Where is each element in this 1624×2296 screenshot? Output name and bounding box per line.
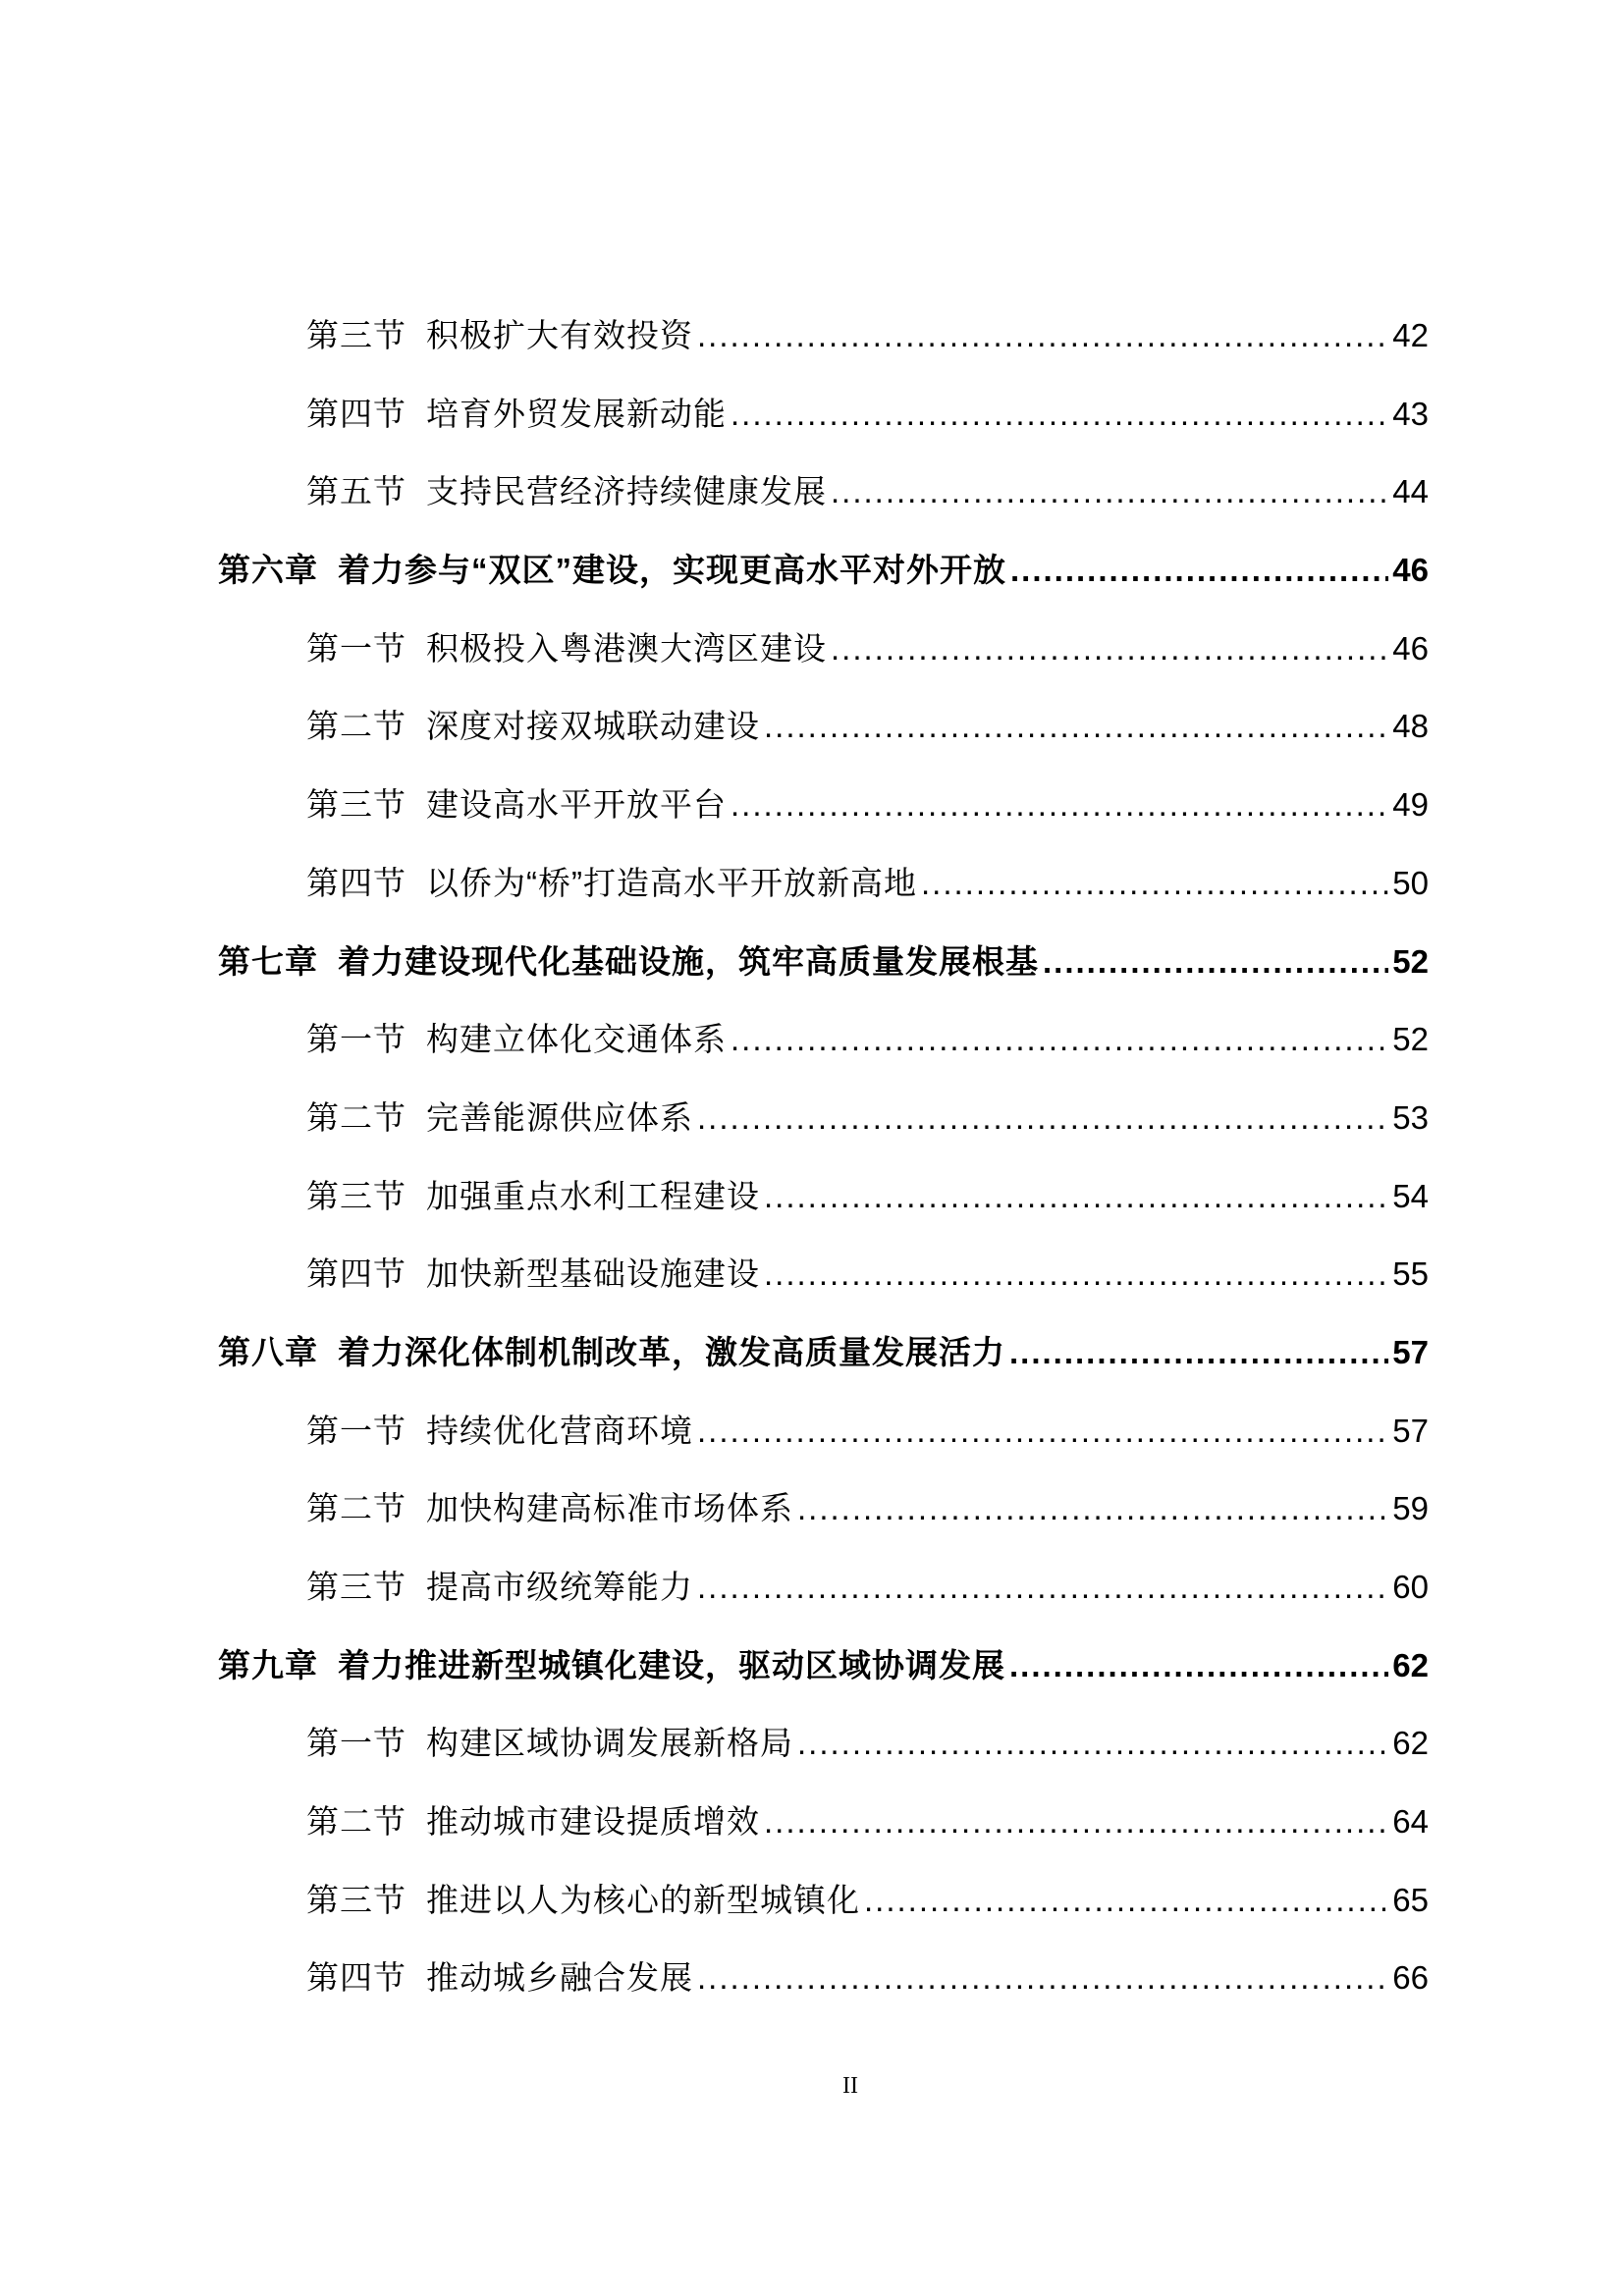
toc-section-entry[interactable] xyxy=(218,1783,1429,1861)
toc-entry-title: 推动城市建设提质增效 xyxy=(426,1803,760,1841)
toc-chapter-entry[interactable] xyxy=(218,531,1429,610)
toc-entry-label xyxy=(306,766,727,844)
toc-entry-title: 持续优化营商环境 xyxy=(426,1412,693,1449)
toc-entry-page: 50 xyxy=(1392,864,1429,901)
dot-leader xyxy=(1043,923,1388,1001)
toc-entry-label xyxy=(306,1235,760,1313)
toc-section-entry[interactable] xyxy=(218,766,1429,844)
toc-entry-title: 支持民营经济持续健康发展 xyxy=(426,473,827,510)
toc-entry-number: 第三节 xyxy=(306,1569,406,1605)
toc-entry-label xyxy=(218,923,1039,1001)
toc-entry-page: 60 xyxy=(1392,1569,1429,1605)
toc-entry-title: 以侨为“桥”打造高水平开放新高地 xyxy=(426,864,917,901)
toc-entry-number: 第二节 xyxy=(306,1490,406,1527)
dot-leader xyxy=(831,453,1388,531)
dot-leader xyxy=(764,1157,1388,1236)
toc-chapter-entry[interactable] xyxy=(218,1313,1429,1392)
toc-entry-page: 57 xyxy=(1392,1333,1429,1370)
toc-entry-number: 第四节 xyxy=(306,395,406,432)
toc-entry-title: 加强重点水利工程建设 xyxy=(426,1177,760,1214)
toc-entry-title: 积极扩大有效投资 xyxy=(426,317,693,353)
toc-entry-page: 43 xyxy=(1392,395,1429,432)
dot-leader xyxy=(731,375,1388,454)
dot-leader xyxy=(697,1548,1388,1627)
toc-entry-title: 积极投入粤港澳大湾区建设 xyxy=(426,629,827,667)
toc-entry-title: 着力推进新型城镇化建设，驱动区域协调发展 xyxy=(338,1646,1005,1683)
toc-chapter-entry[interactable] xyxy=(218,923,1429,1001)
toc-entry-page: 48 xyxy=(1392,708,1429,745)
page-folio: II xyxy=(842,2073,858,2099)
toc-entry-number: 第四节 xyxy=(306,1959,406,1997)
dot-leader xyxy=(764,1783,1388,1861)
dot-leader xyxy=(697,1079,1388,1157)
toc-entry-number: 第五节 xyxy=(306,473,406,510)
toc-section-entry[interactable] xyxy=(218,1000,1429,1079)
toc-entry-number: 第四节 xyxy=(306,1255,406,1293)
toc-entry-number: 第二节 xyxy=(306,708,406,745)
toc-section-entry[interactable] xyxy=(218,687,1429,766)
toc-entry-number: 第二节 xyxy=(306,1803,406,1841)
toc-entry-label xyxy=(306,1939,693,2017)
toc-entry-label xyxy=(218,1313,1005,1392)
toc-entry-number: 第一节 xyxy=(306,1412,406,1449)
dot-leader xyxy=(921,844,1388,923)
toc-section-entry[interactable] xyxy=(218,1704,1429,1783)
toc-entry-number: 第一节 xyxy=(306,629,406,667)
toc-entry-page: 53 xyxy=(1392,1098,1429,1136)
toc-section-entry[interactable] xyxy=(218,844,1429,923)
toc-entry-label xyxy=(306,1469,793,1548)
toc-entry-page: 65 xyxy=(1392,1881,1429,1918)
toc-entry-label xyxy=(306,1392,693,1470)
dot-leader xyxy=(764,1235,1388,1313)
toc-entry-label xyxy=(306,296,693,375)
toc-section-entry[interactable] xyxy=(218,1939,1429,2017)
toc-section-entry[interactable] xyxy=(218,1079,1429,1157)
dot-leader xyxy=(731,766,1388,844)
dot-leader xyxy=(797,1704,1388,1783)
dot-leader xyxy=(831,610,1388,688)
toc-entry-page: 66 xyxy=(1392,1959,1429,1997)
toc-entry-title: 深度对接双城联动建设 xyxy=(426,708,760,745)
toc-section-entry[interactable] xyxy=(218,296,1429,375)
toc-entry-title: 着力参与“双区”建设，实现更高水平对外开放 xyxy=(338,552,1006,589)
dot-leader xyxy=(697,1392,1388,1470)
toc-entry-title: 加快构建高标准市场体系 xyxy=(426,1490,793,1527)
dot-leader xyxy=(1009,1313,1388,1392)
toc-entry-title: 着力建设现代化基础设施，筑牢高质量发展根基 xyxy=(338,942,1039,980)
dot-leader xyxy=(697,296,1388,375)
toc-entry-label xyxy=(306,1783,760,1861)
toc-entry-label xyxy=(218,1627,1005,1705)
toc-section-entry[interactable] xyxy=(218,1392,1429,1470)
toc-entry-page: 42 xyxy=(1392,317,1429,353)
toc-entry-label xyxy=(306,375,727,454)
dot-leader xyxy=(797,1469,1388,1548)
toc-entry-page: 52 xyxy=(1392,942,1429,980)
toc-entry-title: 推进以人为核心的新型城镇化 xyxy=(426,1881,860,1918)
dot-leader xyxy=(1010,531,1388,610)
toc-section-entry[interactable] xyxy=(218,1861,1429,1940)
toc-section-entry[interactable] xyxy=(218,375,1429,454)
toc-section-entry[interactable] xyxy=(218,1235,1429,1313)
toc-entry-title: 培育外贸发展新动能 xyxy=(426,395,727,432)
toc-entry-number: 第三节 xyxy=(306,317,406,353)
dot-leader xyxy=(764,687,1388,766)
toc-entry-label xyxy=(306,1548,693,1627)
toc-entry-number: 第三节 xyxy=(306,1881,406,1918)
toc-section-entry[interactable] xyxy=(218,1548,1429,1627)
toc-entry-label xyxy=(306,1157,760,1236)
toc-entry-title: 提高市级统筹能力 xyxy=(426,1569,693,1605)
toc-entry-title: 建设高水平开放平台 xyxy=(426,786,727,824)
dot-leader xyxy=(731,1000,1388,1079)
toc-entry-label xyxy=(306,1861,860,1940)
toc-entry-number: 第一节 xyxy=(306,1725,406,1762)
toc-entry-title: 加快新型基础设施建设 xyxy=(426,1255,760,1293)
toc-entry-page: 49 xyxy=(1392,786,1429,824)
toc-entry-number: 第一节 xyxy=(306,1021,406,1058)
toc-entry-page: 62 xyxy=(1392,1725,1429,1762)
toc-entry-page: 62 xyxy=(1392,1646,1429,1683)
toc-entry-number: 第三节 xyxy=(306,1177,406,1214)
toc-entry-title: 构建立体化交通体系 xyxy=(426,1021,727,1058)
toc-entry-label xyxy=(306,1079,693,1157)
toc-entry-title: 着力深化体制机制改革，激发高质量发展活力 xyxy=(338,1333,1005,1370)
toc-entry-number: 第六章 xyxy=(218,552,318,589)
toc-entry-page: 54 xyxy=(1392,1177,1429,1214)
toc-entry-number: 第三节 xyxy=(306,786,406,824)
toc-entry-label xyxy=(306,453,827,531)
toc-entry-label xyxy=(306,1704,793,1783)
dot-leader xyxy=(864,1861,1388,1940)
toc-entry-number: 第二节 xyxy=(306,1098,406,1136)
toc-entry-number: 第九章 xyxy=(218,1646,318,1683)
toc-entry-number: 第七章 xyxy=(218,942,318,980)
toc-chapter-entry[interactable] xyxy=(218,1627,1429,1705)
toc-entry-number: 第四节 xyxy=(306,864,406,901)
toc-entry-page: 52 xyxy=(1392,1021,1429,1058)
dot-leader xyxy=(697,1939,1388,2017)
toc-entry-label xyxy=(306,610,827,688)
table-of-contents xyxy=(218,296,1429,2017)
toc-section-entry[interactable] xyxy=(218,1469,1429,1548)
toc-entry-page: 55 xyxy=(1392,1255,1429,1293)
toc-entry-page: 44 xyxy=(1392,473,1429,510)
toc-section-entry[interactable] xyxy=(218,1157,1429,1236)
toc-entry-page: 46 xyxy=(1392,629,1429,667)
toc-entry-label xyxy=(306,1000,727,1079)
toc-entry-number: 第八章 xyxy=(218,1333,318,1370)
toc-entry-title: 构建区域协调发展新格局 xyxy=(426,1725,793,1762)
toc-section-entry[interactable] xyxy=(218,610,1429,688)
toc-section-entry[interactable] xyxy=(218,453,1429,531)
toc-entry-label xyxy=(306,844,917,923)
dot-leader xyxy=(1009,1627,1388,1705)
toc-entry-page: 64 xyxy=(1392,1803,1429,1841)
toc-entry-title: 推动城乡融合发展 xyxy=(426,1959,693,1997)
toc-entry-page: 57 xyxy=(1392,1412,1429,1449)
toc-entry-page: 59 xyxy=(1392,1490,1429,1527)
toc-entry-page: 46 xyxy=(1392,552,1429,589)
toc-entry-label xyxy=(306,687,760,766)
toc-entry-label xyxy=(218,531,1006,610)
toc-entry-title: 完善能源供应体系 xyxy=(426,1098,693,1136)
